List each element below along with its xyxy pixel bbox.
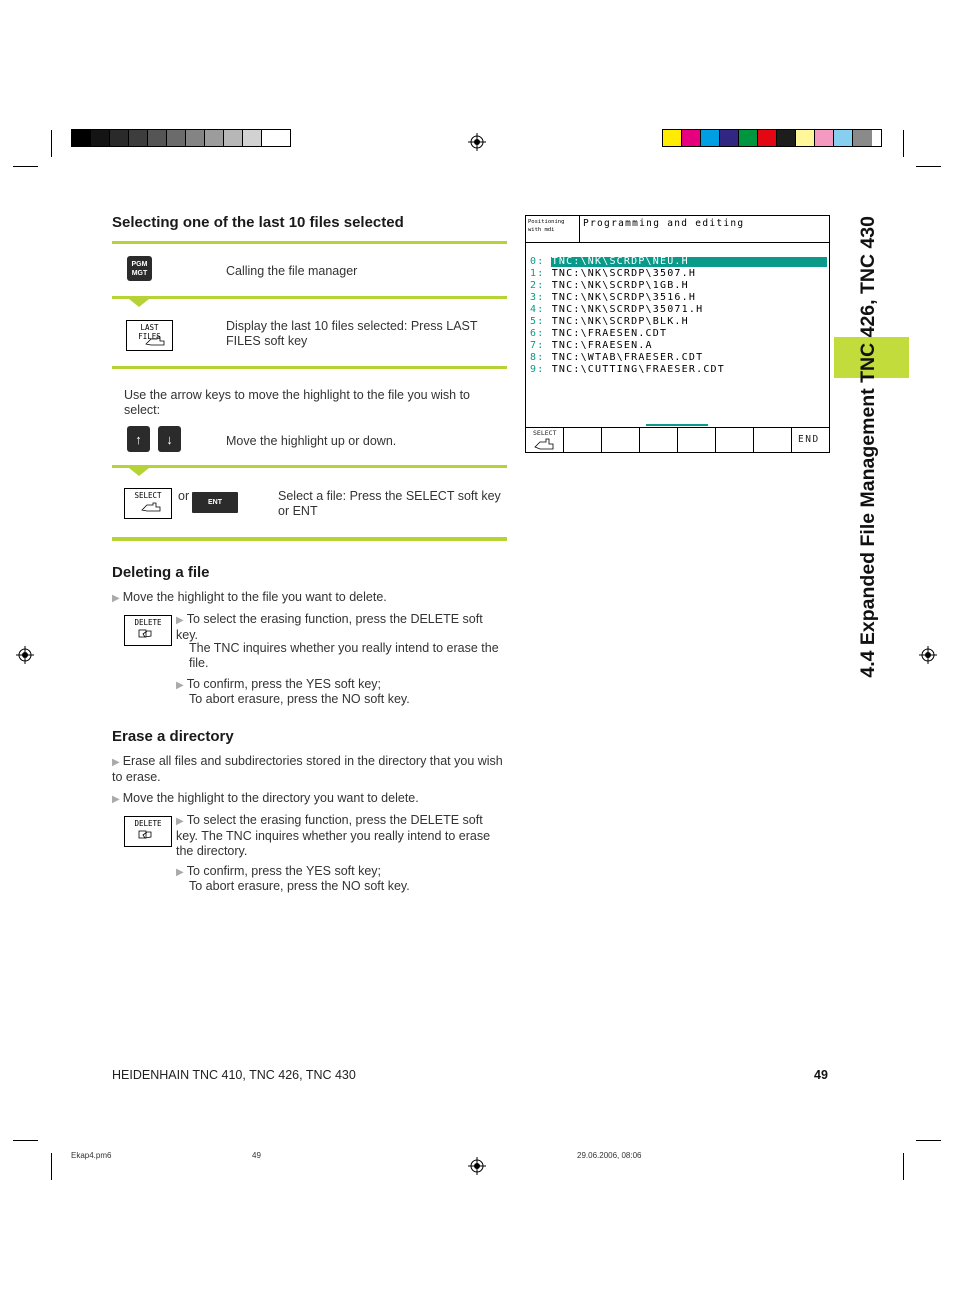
divider — [112, 296, 507, 299]
file-index: 9: — [530, 364, 545, 375]
file-index: 7: — [530, 340, 545, 351]
bullet-continuation: To abort erasure, press the NO soft key. — [189, 692, 410, 706]
key-label: ENT — [208, 499, 222, 506]
softkey-label: FILES — [138, 332, 161, 341]
color-swatch — [91, 130, 110, 146]
mode-small-label: with mdi — [528, 227, 555, 233]
color-swatch — [262, 130, 281, 146]
softkey-row — [525, 427, 830, 453]
crop-mark — [51, 1153, 52, 1180]
intro-text: Use the arrow keys to move the highlight to the file you wish to select: — [124, 388, 471, 417]
softkey-label: DELETE — [134, 819, 162, 828]
bullet-icon: ▶ — [112, 593, 120, 604]
hand-icon — [145, 336, 165, 346]
crop-mark — [13, 166, 38, 167]
bullet-item — [176, 813, 506, 859]
arrow-down-icon — [129, 299, 149, 307]
file-index: 6: — [530, 328, 545, 339]
pgm-mgt-key[interactable] — [127, 256, 152, 281]
chapter-title-text: 4.4 Expanded File Management TNC 426, TNC 430 — [857, 216, 879, 678]
color-swatch — [186, 130, 205, 146]
bullet-text: Move the highlight to the directory you want to delete. — [122, 791, 419, 805]
arrow-up-key[interactable] — [127, 426, 150, 452]
hand-icon — [141, 502, 161, 512]
footer-left: HEIDENHAIN TNC 410, TNC 426, TNC 430 — [112, 1068, 356, 1082]
color-swatch — [72, 130, 91, 146]
crop-mark — [903, 130, 904, 157]
file-index: 1: — [530, 268, 545, 279]
crop-mark — [916, 1140, 941, 1141]
empty-softkey[interactable] — [564, 428, 602, 452]
arrow-down-icon: ↓ — [166, 431, 173, 447]
bullet-icon: ▶ — [176, 680, 184, 691]
file-list-item[interactable] — [530, 280, 689, 292]
mode-title: Programming and editing — [583, 218, 745, 229]
bullet-text: To confirm, press the YES soft key; — [186, 677, 381, 691]
registration-mark-icon — [468, 133, 486, 151]
color-swatch — [243, 130, 262, 146]
file-index: 2: — [530, 280, 545, 291]
crop-mark — [903, 1153, 904, 1180]
bullet-icon: ▶ — [176, 867, 184, 878]
divider — [112, 465, 507, 468]
bullet-item — [176, 677, 506, 693]
color-swatch — [110, 130, 129, 146]
empty-softkey[interactable] — [602, 428, 640, 452]
or-text: or — [178, 489, 190, 503]
arrow-up-icon: ↑ — [135, 431, 142, 447]
color-swatch — [758, 130, 777, 146]
color-swatch — [815, 130, 834, 146]
file-path: TNC:\NK\SCRDP\3507.H — [551, 268, 697, 279]
section-heading: Deleting a file — [112, 564, 210, 581]
empty-softkey[interactable] — [640, 428, 678, 452]
bullet-text: To select the erasing function, press the DELETE soft key. The TNC inquires whether you really intend to erase the directory. — [176, 813, 491, 858]
file-list-item[interactable] — [530, 268, 696, 280]
mode-indicator — [526, 216, 580, 243]
file-list-item[interactable] — [530, 364, 725, 376]
mode-small-label: Positioning — [528, 219, 565, 225]
file-path: TNC:\WTAB\FRAESER.CDT — [551, 352, 704, 363]
bullet-item — [176, 612, 506, 643]
page-number: 49 — [814, 1068, 828, 1082]
file-list-item[interactable] — [530, 256, 689, 268]
color-swatch — [205, 130, 224, 146]
trash-icon — [137, 628, 157, 638]
file-index: 5: — [530, 316, 545, 327]
file-list-item[interactable] — [530, 328, 667, 340]
step-text: Display the last 10 files selected: Press LAST FILES soft key — [226, 319, 478, 348]
delete-softkey[interactable] — [124, 615, 172, 646]
file-index: 3: — [530, 292, 545, 303]
softkey-label: SELECT — [533, 429, 557, 437]
color-swatch — [834, 130, 853, 146]
bullet-text: To confirm, press the YES soft key; — [186, 864, 381, 878]
bullet-text: To select the erasing function, press the DELETE soft key. — [176, 612, 483, 642]
color-swatch — [796, 130, 815, 146]
registration-mark-icon — [919, 646, 937, 664]
slug-date: 29.06.2006, 08:06 — [577, 1151, 642, 1160]
divider — [112, 366, 507, 369]
crop-mark — [51, 130, 52, 157]
color-swatch — [701, 130, 720, 146]
color-bar — [662, 129, 882, 147]
bullet-text: Move the highlight to the file you want to delete. — [122, 590, 387, 604]
color-swatch — [167, 130, 186, 146]
file-list-item[interactable] — [530, 304, 703, 316]
color-swatch — [224, 130, 243, 146]
hand-icon — [534, 438, 554, 450]
file-path: TNC:\NK\SCRDP\35071.H — [551, 304, 704, 315]
key-label: MGT — [131, 269, 148, 277]
select-softkey[interactable] — [124, 488, 172, 519]
file-index: 8: — [530, 352, 545, 363]
file-index: 4: — [530, 304, 545, 315]
file-path: TNC:\FRAESEN.CDT — [551, 328, 668, 339]
file-path: TNC:\NK\SCRDP\BLK.H — [551, 316, 689, 327]
bullet-icon: ▶ — [176, 816, 184, 827]
slug-page: 49 — [252, 1151, 261, 1160]
arrow-down-key[interactable] — [158, 426, 181, 452]
color-swatch — [853, 130, 872, 146]
bullet-continuation: The TNC inquires whether you really intend to erase the file. — [189, 641, 499, 670]
ent-key[interactable] — [192, 492, 238, 513]
empty-softkey[interactable] — [678, 428, 716, 452]
softkey-label: END — [798, 434, 820, 445]
file-list-item[interactable] — [530, 340, 653, 352]
bullet-item — [112, 791, 507, 807]
end-softkey[interactable] — [792, 428, 829, 452]
file-path: TNC:\FRAESEN.A — [551, 340, 653, 351]
select-softkey[interactable] — [526, 428, 564, 452]
file-index: 0: — [530, 256, 545, 267]
color-swatch — [129, 130, 148, 146]
divider — [112, 241, 507, 244]
softkey-label: SELECT — [134, 491, 162, 500]
registration-mark-icon — [16, 646, 34, 664]
file-list-item[interactable] — [530, 352, 703, 364]
empty-softkey[interactable] — [716, 428, 754, 452]
color-swatch — [682, 130, 701, 146]
crop-mark — [916, 166, 941, 167]
file-path: TNC:\NK\SCRDP\3516.H — [551, 292, 697, 303]
bullet-icon: ▶ — [176, 615, 184, 626]
arrow-down-icon — [129, 468, 149, 476]
bullet-text: Erase all files and subdirectories stored in the directory that you wish to erase. — [112, 754, 503, 784]
color-swatch — [739, 130, 758, 146]
file-list-item[interactable] — [530, 292, 696, 304]
step-text: Select a file: Press the SELECT soft key or ENT — [278, 489, 501, 518]
crop-mark — [13, 1140, 38, 1141]
last-files-softkey[interactable] — [126, 320, 173, 351]
section-heading: Erase a directory — [112, 728, 234, 745]
color-swatch — [148, 130, 167, 146]
bullet-item — [112, 590, 507, 606]
bullet-icon: ▶ — [112, 757, 120, 768]
step-text: Calling the file manager — [226, 264, 358, 278]
file-path: TNC:\NK\SCRDP\1GB.H — [551, 280, 689, 291]
scroll-indicator — [646, 424, 708, 426]
key-label: PGM — [131, 260, 148, 268]
empty-softkey[interactable] — [754, 428, 792, 452]
softkey-label: LAST — [140, 323, 159, 332]
registration-mark-icon — [468, 1157, 486, 1175]
divider — [526, 242, 829, 243]
bullet-item — [176, 864, 506, 880]
bullet-continuation: To abort erasure, press the NO soft key. — [189, 879, 410, 893]
bullet-icon: ▶ — [112, 794, 120, 805]
section-heading: Selecting one of the last 10 files selected — [112, 214, 404, 231]
softkey-label: DELETE — [134, 618, 162, 627]
file-path: TNC:\NK\SCRDP\NEU.H — [551, 256, 689, 267]
bullet-item — [112, 754, 507, 785]
color-swatch — [720, 130, 739, 146]
trash-icon — [137, 829, 157, 839]
divider — [112, 537, 507, 541]
delete-softkey[interactable] — [124, 816, 172, 847]
step-text: Move the highlight up or down. — [226, 434, 397, 448]
file-list-item[interactable] — [530, 316, 689, 328]
grayscale-bar — [71, 129, 291, 147]
file-path: TNC:\CUTTING\FRAESER.CDT — [551, 364, 725, 375]
slug-file: Ekap4.pm6 — [71, 1151, 112, 1160]
color-swatch — [777, 130, 796, 146]
color-swatch — [663, 130, 682, 146]
tnc-screen — [525, 215, 830, 453]
